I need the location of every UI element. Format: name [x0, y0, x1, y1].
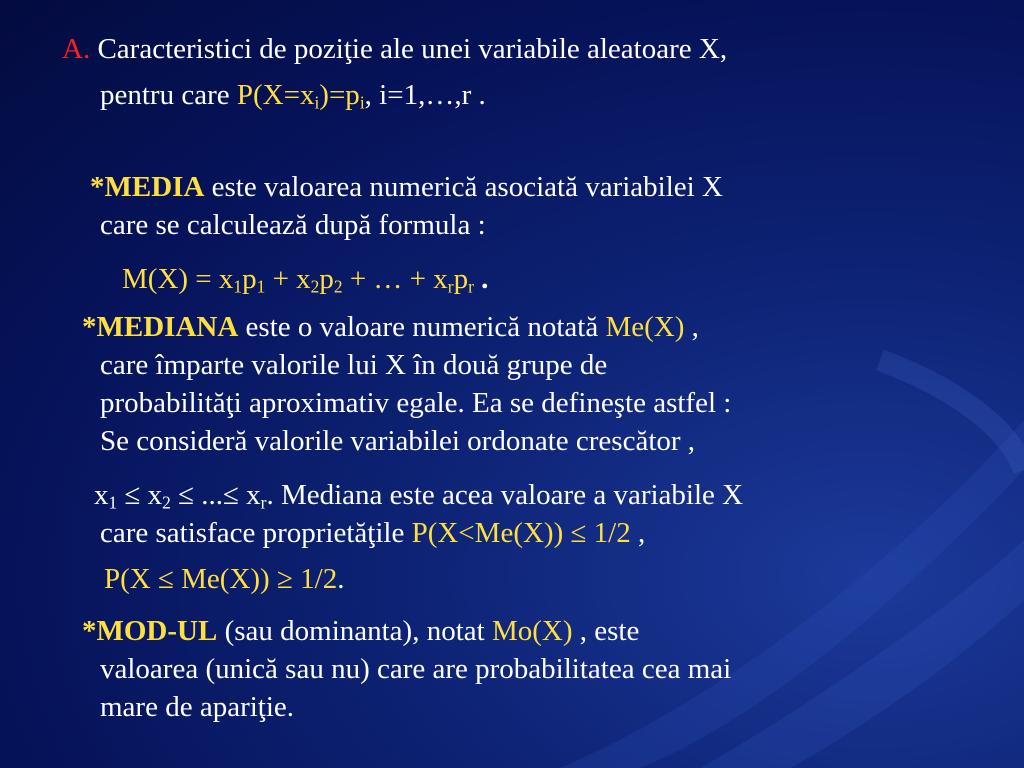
title-line-2: pentru care $P(X=x_i)=p_i$, i=1,…,r . [100, 79, 486, 113]
mod-line-3: mare de apariţie. [100, 691, 295, 723]
mediana-line-1: *MEDIANA este o valoare numerică notată Me(X) , [82, 311, 699, 343]
title-line-1 [62, 32, 727, 67]
mediana-term: *MEDIANA [82, 311, 239, 343]
section-marker: A. [62, 33, 91, 65]
media-line-1: *MEDIA este valoarea numerică asociată variabilei X [90, 171, 723, 203]
title-text: Caracteristici de poziţie ale unei variabile aleatoare X, [97, 33, 728, 65]
mediana-order-line: $x_1 \le x_2$ ≤ ...≤ $x_r$. Mediana este acea valoare a variabile X [94, 479, 744, 513]
mod-term: *MOD-UL [82, 615, 218, 647]
probability-formula: $P(X=x_i)=p_i$ [236, 79, 365, 113]
media-term: *MEDIA [90, 171, 205, 203]
media-formula: $M(X) = x_1p_1 + x_2p_2$ + … + $x_rp_r$ . [122, 263, 489, 297]
mod-notation: Mo(X) [491, 615, 573, 647]
mediana-condition-2: P(X ≤ Me(X)) ≥ 1/2 [104, 563, 338, 595]
mediana-line-3: probabilităţi aproximativ egale. Ea se defineşte astfel : [100, 387, 732, 419]
mediana-line-4: Se consideră valorile variabilei ordonate crescător , [100, 425, 696, 457]
media-line-2: care se calculează după formula : [100, 209, 486, 241]
mediana-line-7: P(X ≤ Me(X)) ≥ 1/2. [104, 563, 345, 595]
mod-line-2: valoarea (unică sau nu) care are probabilitatea cea mai [100, 653, 732, 685]
mediana-line-6: care satisface proprietăţile P(X<Me(X)) ≤ 1/2 , [100, 517, 646, 549]
mediana-line-2: care împarte valorile lui X în două grupe de [100, 349, 608, 381]
mod-line-1: *MOD-UL (sau dominanta), notat Mo(X) , este [82, 615, 640, 647]
mediana-condition-1: P(X<Me(X)) ≤ 1/2 [411, 517, 631, 549]
mediana-notation: Me(X) [605, 311, 685, 343]
